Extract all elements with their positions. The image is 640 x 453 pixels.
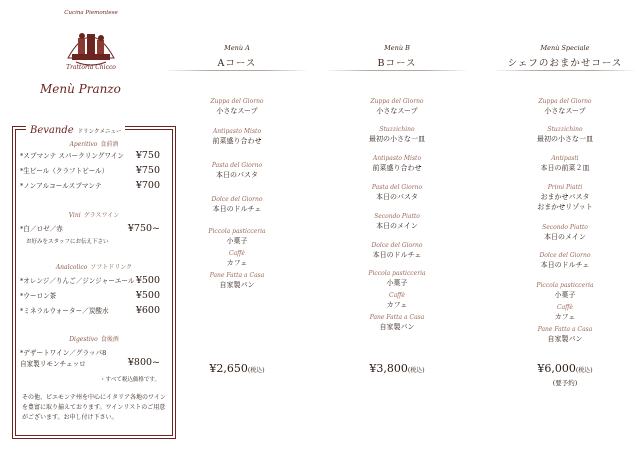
course-item: [490, 282, 640, 300]
drink-item: *ノンアルコールスプマンテ: [20, 182, 102, 190]
course-item-jp: 自家製パン: [547, 335, 583, 343]
beverage-title-jp: ドリンクメニュー: [77, 129, 122, 135]
course-item-it: Stuzzichino: [379, 126, 415, 133]
logo-bottom-text: Trattoria Chicco: [66, 64, 116, 71]
logo-top-text: Cucina Piemontese: [64, 10, 118, 16]
course-name-it: Menù A: [224, 44, 250, 52]
section-head-aperitivo: [14, 139, 174, 148]
course-item-it: Antipasto Misto: [372, 155, 422, 162]
course-item-it: Zuppa del Giorno: [370, 98, 424, 105]
course-item-jp: おまかせパスタ: [540, 193, 590, 201]
course-item-jp: カフェ: [226, 259, 248, 267]
course-price: [322, 362, 472, 375]
course-item-it: Dolce del Giorno: [211, 196, 263, 203]
course-item-it: Caffè: [229, 250, 245, 257]
course-item-jp: 前菜盛り合わせ: [372, 164, 422, 172]
course-item-jp: 最初の小さな一皿: [369, 135, 425, 143]
course-price-value: ¥6,000: [537, 362, 576, 375]
course-item-jp: カフェ: [386, 301, 408, 309]
course-item-it: Primi Piatti: [547, 184, 583, 191]
course-price-tax: (税込): [407, 367, 425, 374]
tax-note: ・すべて税込価格です。: [100, 377, 160, 383]
course-item: [322, 242, 472, 260]
section-head-vini: [14, 210, 174, 219]
course-item: [490, 155, 640, 173]
course-price-tax: (税込): [247, 367, 265, 374]
course-item-it: Secondo Piatto: [542, 224, 588, 231]
course-item-jp: 自家製パン: [379, 323, 415, 331]
beverage-title: [26, 118, 125, 137]
section-head-jp: ソフトドリンク: [90, 264, 133, 271]
course-item-it: Piccola pasticceria: [208, 228, 266, 235]
menu-title: Menù Pranzo: [40, 82, 121, 96]
drink-item: *ウーロン茶: [20, 292, 57, 300]
course-item: [322, 126, 472, 144]
course-item: [162, 98, 312, 116]
course-item-jp: カフェ: [554, 313, 576, 321]
course-item-jp: 自家製パン: [219, 281, 255, 289]
section-head-jp: 食前酒: [100, 141, 119, 148]
drink-price: ¥750: [135, 150, 160, 161]
drink-price: ¥700: [135, 180, 160, 191]
drink-item: *オレンジ／りんご／ジンジャーエール: [20, 277, 135, 285]
course-item-it: Antipasto Misto: [212, 128, 262, 135]
course-item-it: Zuppa del Giorno: [210, 98, 264, 105]
course-item: [162, 128, 312, 146]
drink-price: ¥800~: [127, 357, 160, 368]
course-name-jp: Aコース: [217, 58, 257, 69]
course-price: [490, 362, 640, 375]
course-item-it: Stuzzichino: [547, 126, 583, 133]
course-header: [490, 44, 640, 69]
course-item-jp: 本日のドルチェ: [372, 251, 422, 259]
course-item: [490, 126, 640, 144]
course-item-jp: 小菓子: [386, 279, 408, 287]
drink-price: ¥500: [135, 275, 160, 286]
drink-price: ¥750: [135, 165, 160, 176]
header-divider: [493, 70, 637, 71]
course-item: [490, 326, 640, 344]
course-item: [322, 184, 472, 202]
course-item-it: Secondo Piatto: [374, 213, 420, 220]
header-divider: [165, 70, 309, 71]
course-item-jp: 本日のメイン: [376, 222, 418, 230]
course-item-it: Dolce del Giorno: [371, 242, 423, 249]
course-item-jp: 前菜盛り合わせ: [212, 137, 262, 145]
course-price-tax: (税込): [575, 367, 593, 374]
course-item: [490, 224, 640, 242]
course-item: [162, 228, 312, 246]
section-head-it: Digestivo: [69, 336, 98, 343]
course-item-jp: 小菓子: [554, 291, 576, 299]
course-item-jp: 小さなスープ: [544, 107, 586, 115]
course-item-it: Caffè: [389, 292, 405, 299]
course-item: [490, 98, 640, 116]
course-item: [322, 270, 472, 288]
section-head-jp: グラスワイン: [83, 212, 120, 219]
course-item-jp: 本日のパスタ: [376, 193, 418, 201]
drink-item: *スプマンテ スパークリングワイン: [20, 152, 124, 160]
course-item-jp: 小さなスープ: [376, 107, 418, 115]
course-item: [162, 162, 312, 180]
beverage-title-it: Bevande: [30, 125, 74, 136]
section-head-digestivo: [14, 334, 174, 343]
course-item: [490, 252, 640, 270]
course-name-jp: Bコース: [377, 58, 417, 69]
course-item: [322, 98, 472, 116]
course-item-it: Piccola pasticceria: [368, 270, 426, 277]
course-item-jp: 本日のパスタ: [216, 171, 258, 179]
course-item-it: Antipasti: [551, 155, 579, 162]
course-item-jp: おまかせリゾット: [537, 203, 593, 211]
drink-price: ¥600: [135, 305, 160, 316]
course-item-it: Pane Fatta a Casa: [209, 272, 265, 279]
section-head-analcolico: [14, 262, 174, 271]
course-price: [162, 362, 312, 375]
course-item: [322, 213, 472, 231]
course-item-it: Pasta del Giorno: [371, 184, 423, 191]
course-name-it: Menù Speciale: [540, 44, 590, 52]
course-item: [322, 292, 472, 310]
course-item-jp: 本日のメイン: [544, 233, 586, 241]
course-item: [162, 250, 312, 268]
course-item: [322, 314, 472, 332]
course-item: [322, 155, 472, 173]
course-item: [490, 184, 640, 212]
wine-list-note: その他、ピエモンテ州を中心にイタリア各地のワインを豊富に取り揃えております。ワインリストのご用意がございます。お申し付け下さい。: [22, 394, 166, 421]
course-item-it: Pane Fatta a Casa: [369, 314, 425, 321]
drink-note: お好みをスタッフにお伝え下さい: [26, 239, 109, 245]
course-price-value: ¥2,650: [209, 362, 248, 375]
drink-item: *デザートワイン／グラッパ8: [20, 349, 107, 357]
course-item-it: Zuppa del Giorno: [538, 98, 592, 105]
course-item: [490, 304, 640, 322]
section-head-jp: 食後酒: [100, 336, 119, 343]
drink-item: *ミネラルウォーター／炭酸水: [20, 307, 109, 315]
course-item-jp: 本日のドルチェ: [540, 261, 590, 269]
course-item-jp: 本日のドルチェ: [212, 205, 262, 213]
course-item-it: Piccola pasticceria: [536, 282, 594, 289]
header-divider: [325, 70, 469, 71]
course-item-it: Caffè: [557, 304, 573, 311]
course-item-it: Pane Fatta a Casa: [537, 326, 593, 333]
course-name-jp: シェフのおまかせコース: [507, 58, 623, 69]
reservation-note: (要予約): [552, 379, 578, 387]
course-item-jp: 小さなスープ: [216, 107, 258, 115]
drink-item: *白／ロゼ／赤: [20, 225, 63, 233]
course-item: [162, 272, 312, 290]
course-item-it: Pasta del Giorno: [211, 162, 263, 169]
section-head-it: Analcolico: [55, 264, 88, 271]
drink-item: 自家製リモンチェッロ: [20, 360, 86, 368]
course-item: [162, 196, 312, 214]
drink-item: *生ビール（クラフトビール）: [20, 167, 109, 175]
course-item-jp: 本日の前菜２皿: [540, 164, 590, 172]
course-header: [322, 44, 472, 69]
section-head-it: Aperitivo: [69, 141, 98, 148]
section-head-it: Vini: [68, 212, 81, 219]
course-name-it: Menù B: [384, 44, 410, 52]
course-price-value: ¥3,800: [369, 362, 408, 375]
course-item-it: Dolce del Giorno: [539, 252, 591, 259]
course-item-jp: 小菓子: [226, 237, 248, 245]
drink-price: ¥750~: [127, 223, 160, 234]
drink-price: ¥500: [135, 290, 160, 301]
course-item-jp: 最初の小さな一皿: [537, 135, 593, 143]
course-header: [162, 44, 312, 69]
